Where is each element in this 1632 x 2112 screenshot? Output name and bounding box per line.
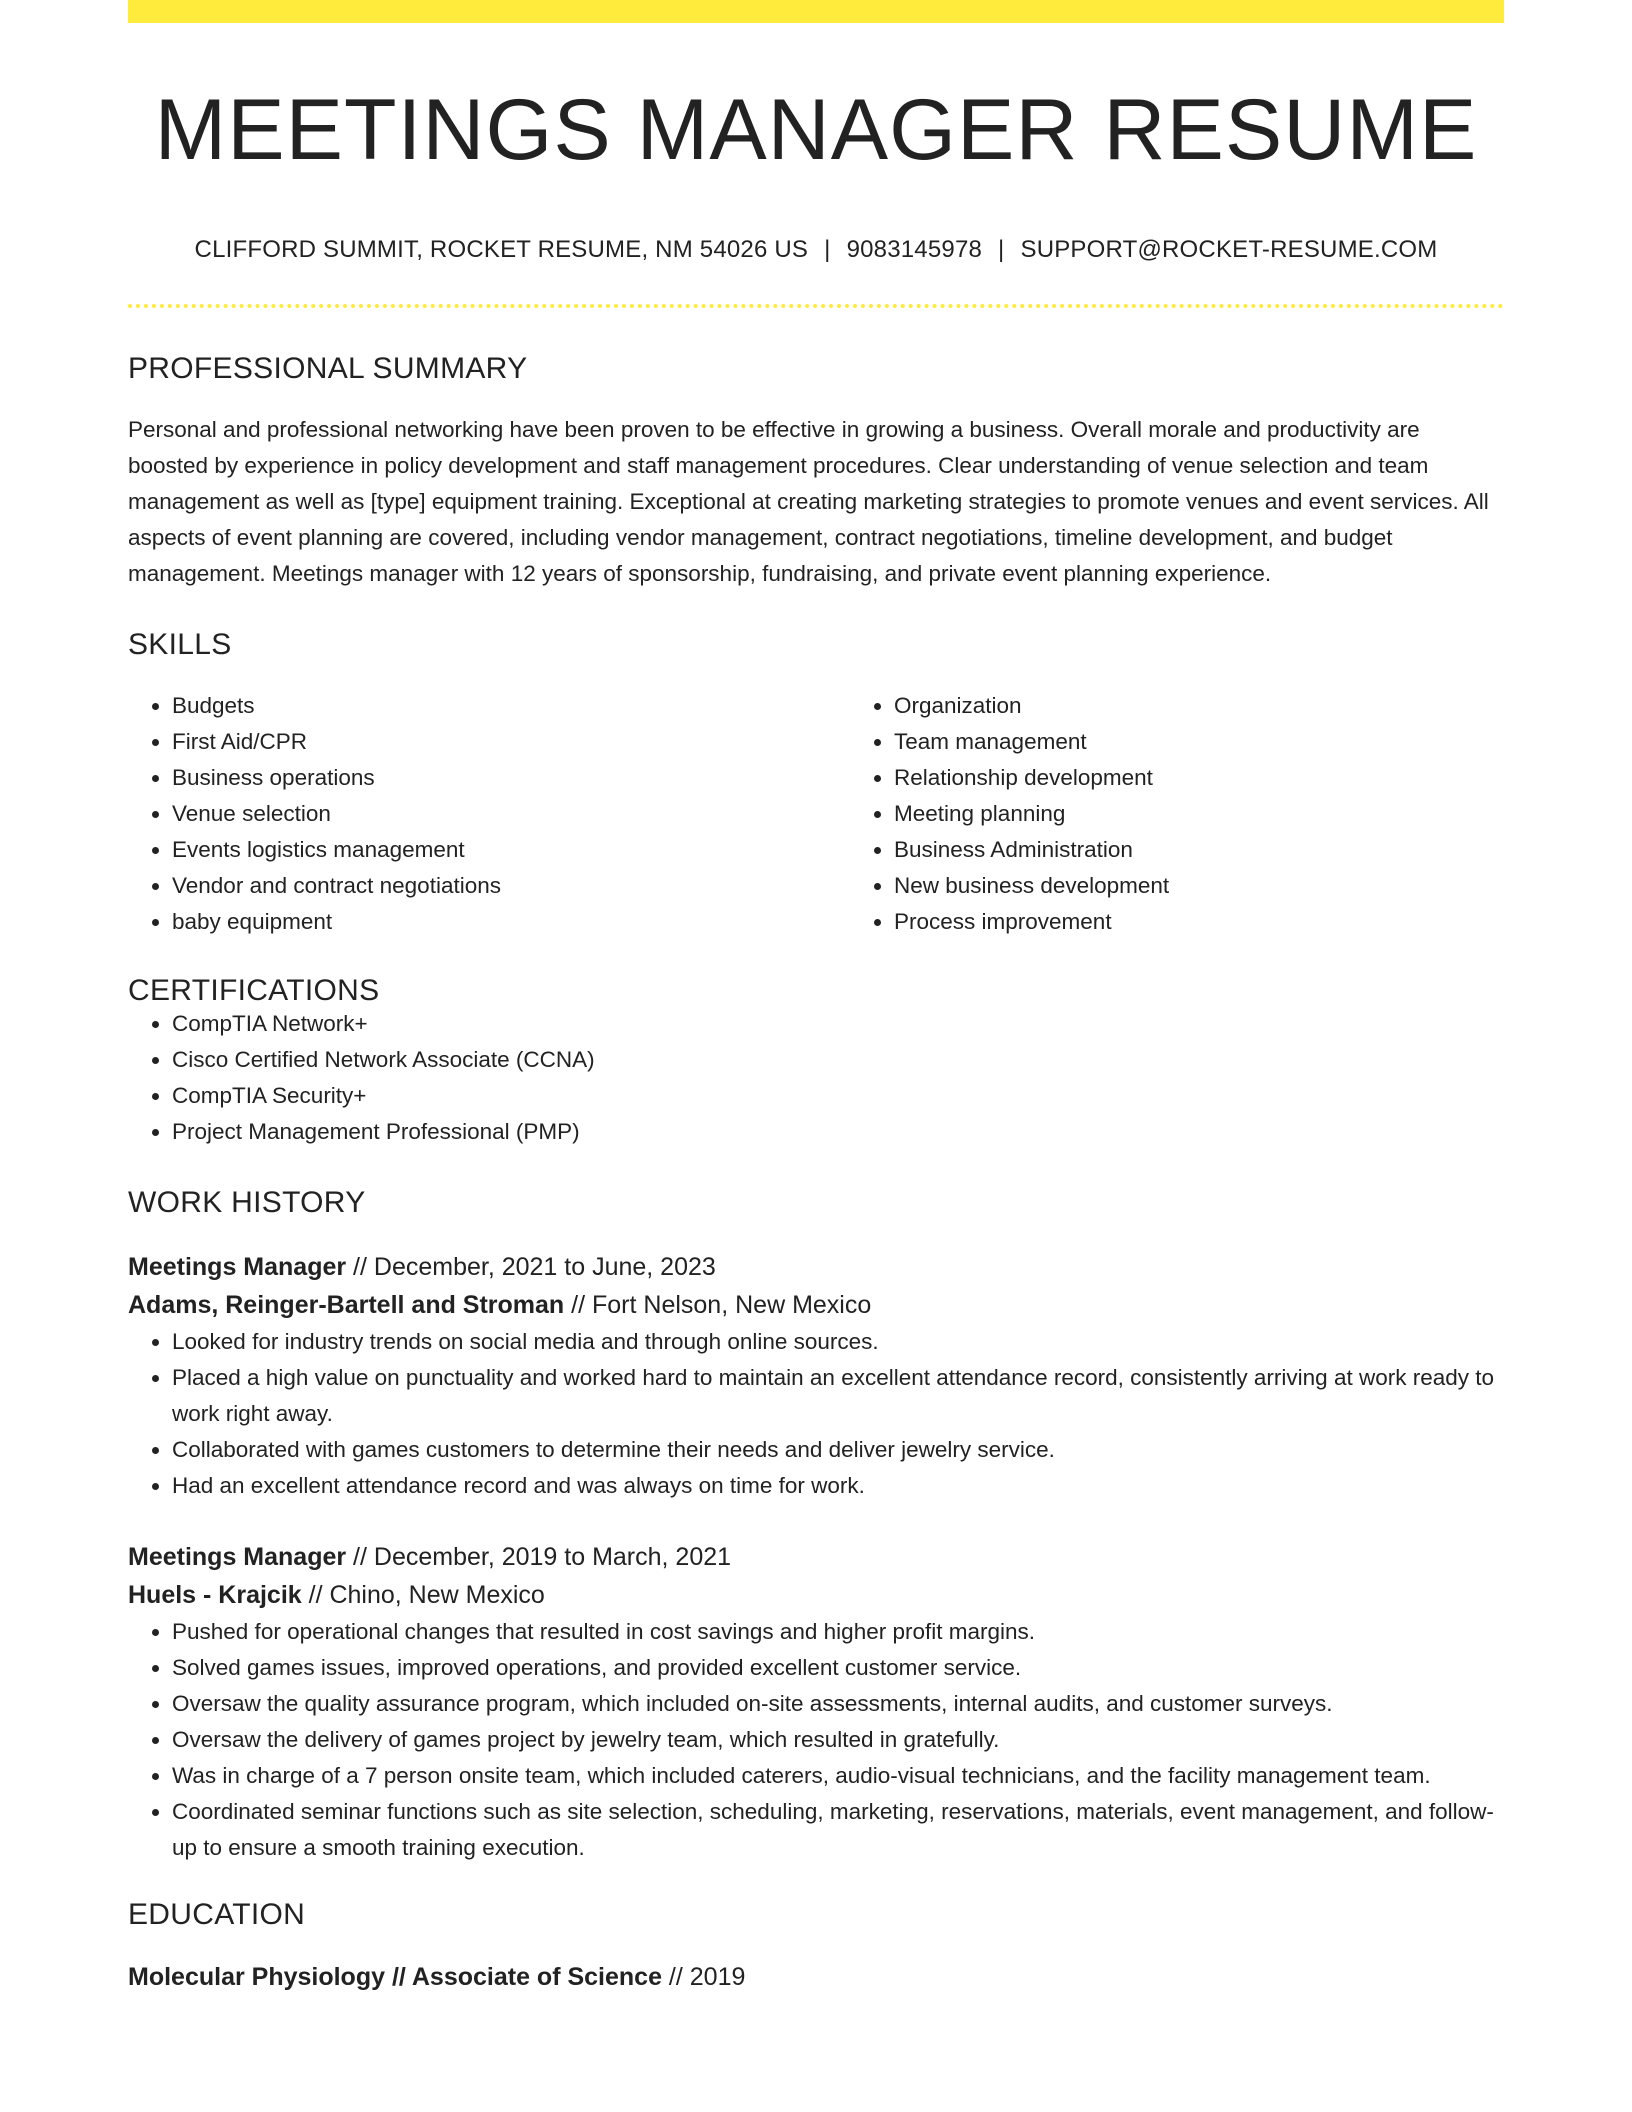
job-bullet: • Was in charge of a 7 person onsite team, which included caterers, audio-visual technicians, and the facility management team. [172, 1758, 1504, 1794]
certification-item: • Cisco Certified Network Associate (CCNA) [172, 1042, 1504, 1078]
skill-item: • First Aid/CPR [172, 724, 850, 760]
skills-heading: SKILLS [128, 627, 232, 661]
skills-list-left [128, 688, 850, 940]
education-entry [128, 1958, 1504, 1996]
skill-item: • Organization [894, 688, 1572, 724]
job-dates: // December, 2021 to June, 2023 [346, 1252, 716, 1281]
job-bullet: • Oversaw the quality assurance program, which included on-site assessments, internal audits, and customer surveys. [172, 1686, 1504, 1722]
job-dates: // December, 2019 to March, 2021 [346, 1542, 732, 1571]
job-bullet: • Collaborated with games customers to determine their needs and deliver jewelry service. [172, 1432, 1504, 1468]
job-entry [128, 1538, 1504, 1866]
summary-text: Personal and professional networking have been proven to be effective in growing a business. Overall morale and productivity are boosted by experience in policy development and staff management procedures. Clear understanding of venue selection and team management as well as [type] equipment training. Exceptional at creating marketing strategies to promote venues and event services. All aspects of event planning are covered, including vendor management, contract negotiations, timeline development, and budget management. Meetings manager with 12 years of sponsorship, fundraising, and private event planning experience. [128, 416, 1489, 586]
job-title: Meetings Manager [128, 1542, 347, 1571]
certification-item: • CompTIA Network+ [172, 1006, 1504, 1042]
work-history-heading: WORK HISTORY [128, 1185, 366, 1219]
certification-item: • CompTIA Security+ [172, 1078, 1504, 1114]
skill-item: • Business operations [172, 760, 850, 796]
skill-item: • Process improvement [894, 904, 1572, 940]
job-bullet: • Solved games issues, improved operations, and provided excellent customer service. [172, 1650, 1504, 1686]
education-degree: Molecular Physiology // Associate of Science [128, 1962, 662, 1991]
accent-top-bar [128, 0, 1504, 23]
contact-line [128, 236, 1504, 264]
skill-item: • Vendor and contract negotiations [172, 868, 850, 904]
job-entry [128, 1248, 1504, 1504]
education-year: // 2019 [661, 1962, 746, 1991]
certifications-list [128, 1006, 1504, 1150]
contact-separator: | [998, 235, 1005, 263]
skill-item: • Team management [894, 724, 1572, 760]
job-company-line [128, 1286, 1504, 1324]
job-title: Meetings Manager [128, 1252, 347, 1281]
skill-item: • Meeting planning [894, 796, 1572, 832]
job-bullets [128, 1324, 1504, 1504]
job-bullet: • Placed a high value on punctuality and worked hard to maintain an excellent attendance record, consistently arriving at work ready to work right away. [172, 1360, 1504, 1432]
skills-columns [128, 688, 1504, 940]
job-company: Huels - Krajcik [128, 1580, 302, 1609]
job-company-line [128, 1576, 1504, 1614]
job-title-line [128, 1248, 1504, 1286]
skill-item: • Events logistics management [172, 832, 850, 868]
contact-separator: | [824, 235, 831, 263]
skills-list-right [850, 688, 1572, 940]
job-bullet: • Oversaw the delivery of games project by jewelry team, which resulted in gratefully. [172, 1722, 1504, 1758]
job-company: Adams, Reinger-Bartell and Stroman [128, 1290, 565, 1319]
education-heading: EDUCATION [128, 1897, 306, 1931]
job-bullet: • Looked for industry trends on social media and through online sources. [172, 1324, 1504, 1360]
certification-item: • Project Management Professional (PMP) [172, 1114, 1504, 1150]
job-title-line [128, 1538, 1504, 1576]
skill-item: • Budgets [172, 688, 850, 724]
contact-phone: 9083145978 [846, 235, 983, 263]
job-location: // Chino, New Mexico [301, 1580, 545, 1609]
skill-item: • Relationship development [894, 760, 1572, 796]
skill-item: • baby equipment [172, 904, 850, 940]
job-location: // Fort Nelson, New Mexico [564, 1290, 872, 1319]
job-bullet: • Coordinated seminar functions such as site selection, scheduling, marketing, reservations, materials, event management, and follow-up to ensure a smooth training execution. [172, 1794, 1504, 1866]
resume-title: MEETINGS MANAGER RESUME [154, 82, 1478, 178]
certifications-heading: CERTIFICATIONS [128, 973, 380, 1007]
job-bullet: • Had an excellent attendance record and was always on time for work. [172, 1468, 1504, 1504]
job-bullet: • Pushed for operational changes that resulted in cost savings and higher profit margins. [172, 1614, 1504, 1650]
summary-heading: PROFESSIONAL SUMMARY [128, 351, 528, 385]
job-bullets [128, 1614, 1504, 1866]
skill-item: • Venue selection [172, 796, 850, 832]
contact-email: SUPPORT@ROCKET-RESUME.COM [1020, 235, 1438, 263]
skill-item: • Business Administration [894, 832, 1572, 868]
contact-address: CLIFFORD SUMMIT, ROCKET RESUME, NM 54026 US [194, 235, 809, 263]
dotted-divider [128, 304, 1504, 308]
resume-page [128, 0, 1504, 1996]
skill-item: • New business development [894, 868, 1572, 904]
